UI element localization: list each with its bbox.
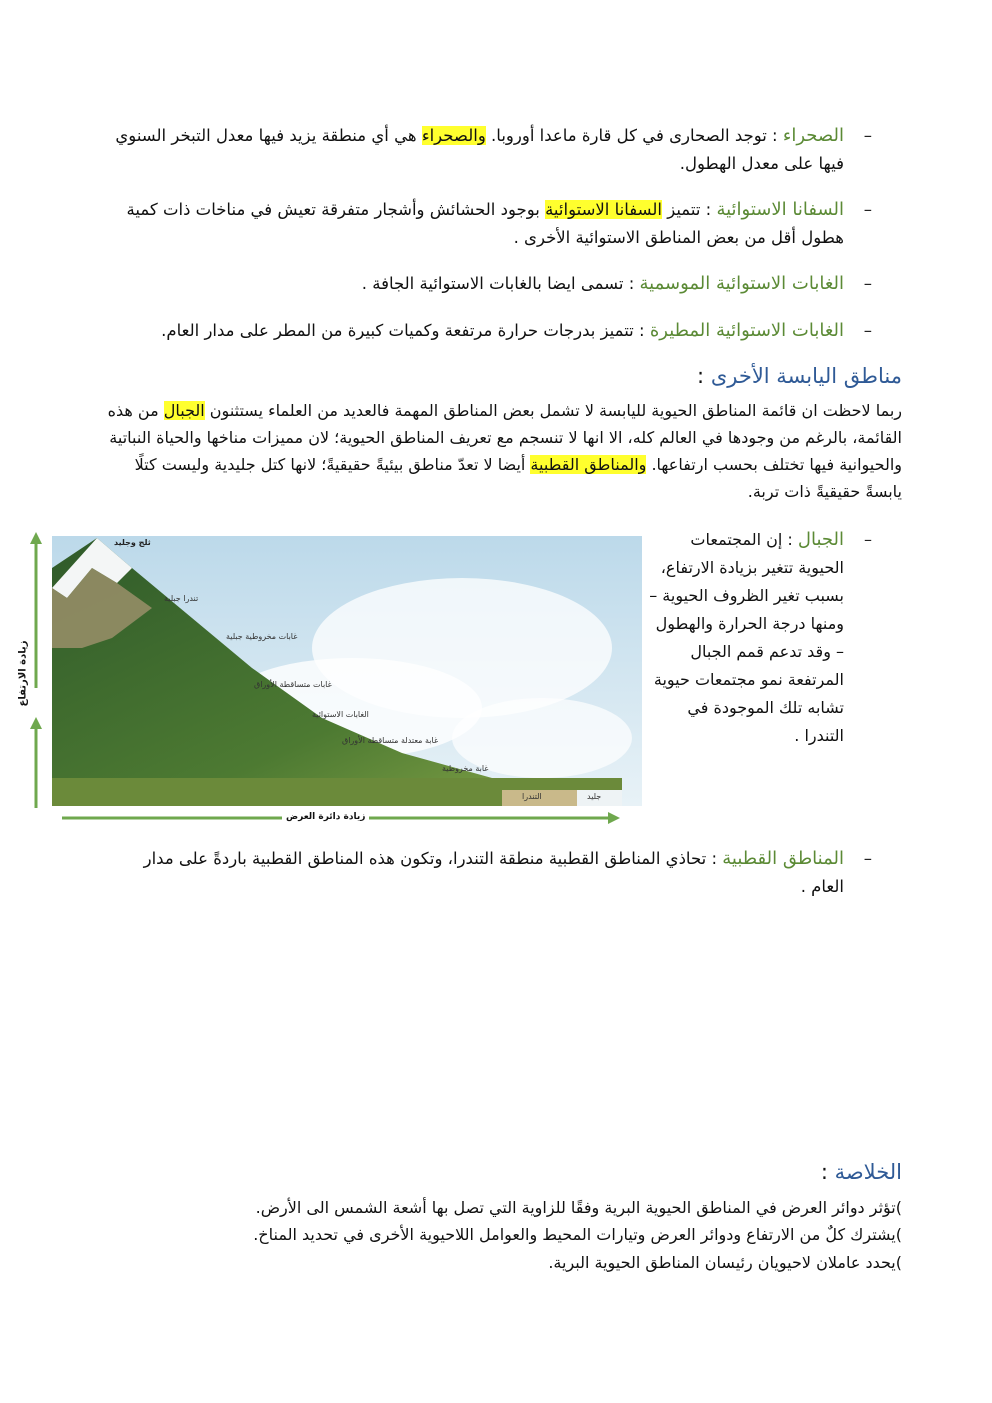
label-tropical: الغابات الاستوائية <box>312 710 369 719</box>
label-ice: جليد <box>587 792 602 801</box>
y-axis-label: زيادة الارتفاع <box>17 640 29 707</box>
highlight: السفانا الاستوائية <box>545 200 662 219</box>
x-axis-label: زيادة دائرة العرض <box>282 812 369 822</box>
highlight: الجبال <box>163 401 205 420</box>
term-polar: المناطق القطبية <box>722 848 844 869</box>
term-desert: الصحراء <box>782 125 844 146</box>
bullet-dash: – <box>863 321 872 340</box>
tundra-strip <box>502 790 582 806</box>
bullet-dash: – <box>863 200 872 219</box>
label-alpine-tundra: تندرا جبلية <box>164 594 199 603</box>
label-temperate-deciduous: غابة معتدلة متساقطة الأوراق <box>342 736 439 745</box>
bullet-dash: – <box>863 274 872 293</box>
altitude-latitude-figure <box>17 528 642 830</box>
term-rainforest: الغابات الاستوائية المطيرة <box>649 320 844 341</box>
summary-line: )تؤثر دوائر العرض في المناطق الحيوية البرية وفقًا للزاوية التي تصل بها أشعة الشمس الى الأرض. <box>255 1198 902 1217</box>
summary-line: )يحدد عاملان لاحيويان رئيسان المناطق الحيوية البرية. <box>548 1253 902 1272</box>
summary-heading: الخلاصة : <box>820 1160 902 1184</box>
summary-line: )يشترك كلٌ من الارتفاع ودوائر العرض وتيارات المحيط والعوامل اللاحيوية الأخرى في تحديد المناخ. <box>253 1225 902 1244</box>
list-item-polar: – المناطق القطبية : تحاذي المناطق القطبية منطقة التندرا، وتكون هذه المناطق القطبية باردةً على مدار العام . <box>114 845 844 901</box>
list-item-rainforest: – الغابات الاستوائية المطيرة : تتميز بدرجات حرارة مرتفعة وكميات كبيرة من المطر على مدار العام. <box>114 317 844 345</box>
biome-illustration <box>22 528 642 830</box>
term-savanna: السفانا الاستوائية <box>716 199 844 220</box>
section-heading-other-areas: مناطق اليابسة الأخرى : <box>697 364 902 388</box>
bullet-dash: – <box>863 849 872 868</box>
label-mountain-conifer: غابات مخروطية جبلية <box>226 632 298 641</box>
other-areas-paragraph: ربما لاحظت ان قائمة المناطق الحيوية لليابسة لا تشمل بعض المناطق المهمة فالعديد من العلماء يستثنون الجبال من هذه القائمة، بالرغم من وجودها في العالم كله، الا انها لا تنسجم مع تعريف المناطق الحيوية؛ لان مميزات مناخها والحياة النباتية والحيوانية فيها تختلف بحسب ارتفاعها. والمناطق القطبية أيضا لا تعدّ مناطق بيئيةً حقيقيةً؛ لانها كتل جليدية وليست كتلًا يابسةً حقيقيةً ذات تربة. <box>107 401 902 501</box>
arrowhead <box>608 812 620 824</box>
list-item-savanna: – السفانا الاستوائية : تتميز السفانا الاستوائية بوجود الحشائش وأشجار متفرقة تعيش في مناخات ذات كمية هطول أقل من بعض المناطق الاستوائية الأخرى . <box>114 196 844 252</box>
highlight: والصحراء <box>421 126 486 145</box>
bullet-dash: – <box>863 126 872 145</box>
bullet-dash: – <box>864 530 872 549</box>
arrowhead <box>30 532 42 544</box>
term-seasonal-forest: الغابات الاستوائية الموسمية <box>639 273 844 294</box>
highlight: والمناطق القطبية <box>530 455 647 474</box>
list-item-seasonal-forest: – الغابات الاستوائية الموسمية : تسمى ايضا بالغابات الاستوائية الجافة . <box>114 270 844 298</box>
list-item-desert: – الصحراء : توجد الصحارى في كل قارة ماعدا أوروبا. والصحراء هي أي منطقة يزيد فيها معدل التبخر السنوي فيها على معدل الهطول. <box>114 122 844 178</box>
label-deciduous: غابات متساقطة الأوراق <box>254 680 332 689</box>
list-item-mountains: – الجبال : إن المجتمعات الحيوية تتغير بزيادة الارتفاع، بسبب تغير الظروف الحيوية – ومنها درجة الحرارة والهطول – وقد تدعم قمم الجبال المرتفعة نمو مجتمعات حيوية تشابه تلك الموجودة في التندرا . <box>644 526 844 750</box>
label-tundra: التندرا <box>522 792 542 801</box>
label-conifer: غابة مخروطية <box>442 764 489 773</box>
arrowhead <box>30 717 42 729</box>
label-snow: ثلج وجليد <box>114 538 151 547</box>
term-mountains: الجبال <box>797 529 844 550</box>
